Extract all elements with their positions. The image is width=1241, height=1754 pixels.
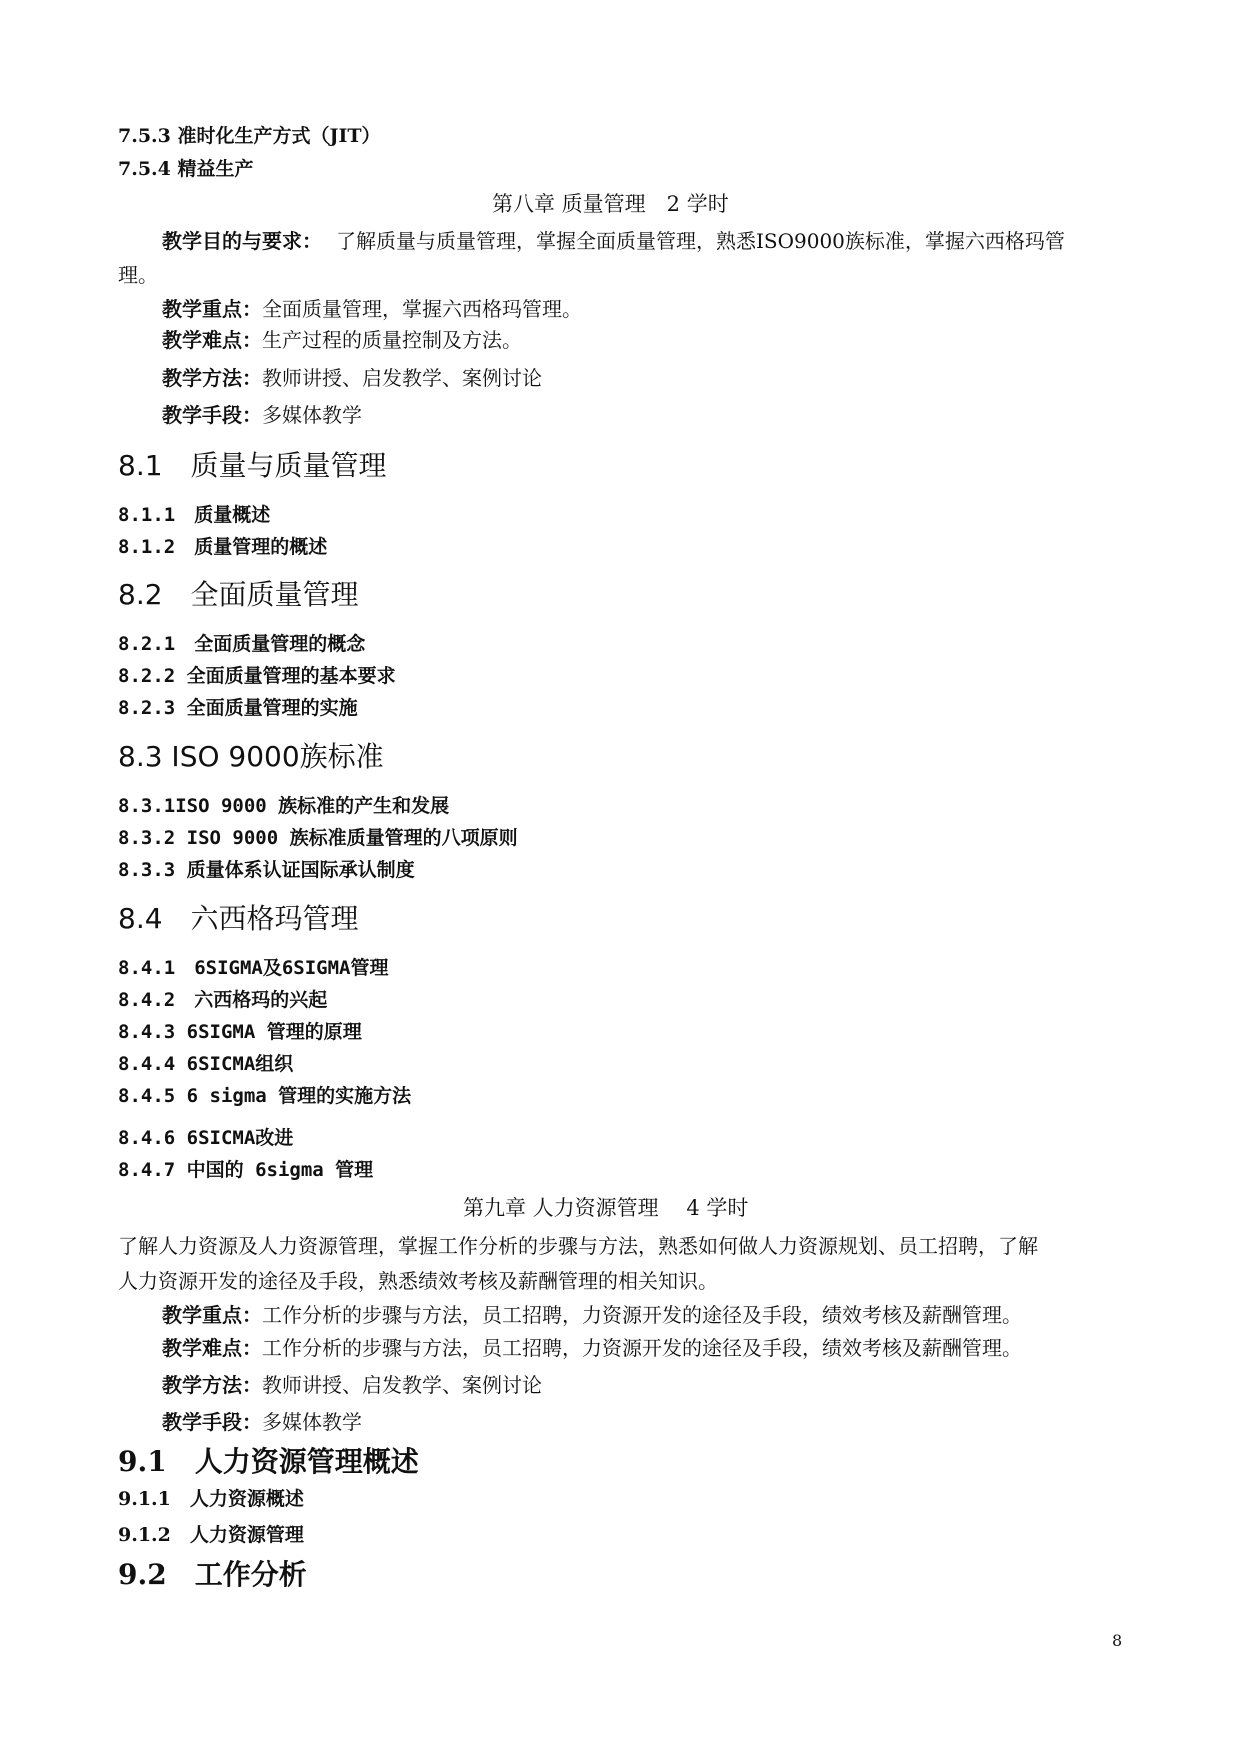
subsection-8-4-6: 8.4.6 6SICMA改进: [118, 1127, 294, 1149]
ch8-objectives-text: 了解质量与质量管理，掌握全面质量管理，熟悉ISO9000族标准，掌握六西格玛管: [336, 229, 1065, 253]
page-number: 8: [1112, 1631, 1123, 1650]
ch9-key-points-text: 工作分析的步骤与方法，员工招聘，力资源开发的途径及手段，绩效考核及薪酬管理。: [262, 1303, 1022, 1327]
section-heading-8-3: 8.3 ISO 9000族标准: [118, 740, 384, 773]
ch8-objectives-label: 教学目的与要求：: [162, 229, 322, 253]
subsection-9-1-1: 9.1.1 人力资源概述: [118, 1488, 304, 1510]
ch9-methods: [162, 1369, 542, 1398]
ch9-key-points-label: 教学重点：: [162, 1303, 262, 1327]
subsection-8-3-3: 8.3.3 质量体系认证国际承认制度: [118, 859, 415, 881]
section-heading-7-5-3: 7.5.3 准时化生产方式（JIT）: [118, 125, 381, 147]
section-heading-8-4: 8.4 六西格玛管理: [118, 902, 359, 935]
subsection-9-1-2: 9.1.2 人力资源管理: [118, 1524, 304, 1546]
ch9-means: [162, 1406, 362, 1435]
ch8-difficulties: [162, 324, 522, 353]
ch8-key-points: [162, 293, 582, 322]
ch9-key-points: [162, 1299, 1022, 1328]
ch8-difficulties-label: 教学难点：: [162, 328, 262, 352]
subsection-8-4-4: 8.4.4 6SICMA组织: [118, 1053, 294, 1075]
section-heading-8-2: 8.2 全面质量管理: [118, 578, 359, 611]
chapter-8-title: 第八章 质量管理 2 学时: [492, 192, 729, 216]
ch8-means: [162, 399, 362, 428]
subsection-8-4-2: 8.4.2 六西格玛的兴起: [118, 989, 328, 1011]
ch9-difficulties: [162, 1332, 1022, 1361]
ch8-means-label: 教学手段：: [162, 403, 262, 427]
ch8-methods-text: 教师讲授、启发教学、案例讨论: [262, 366, 542, 390]
ch9-means-text: 多媒体教学: [262, 1410, 362, 1434]
subsection-8-3-1: 8.3.1ISO 9000 族标准的产生和发展: [118, 795, 450, 817]
ch9-means-label: 教学手段：: [162, 1410, 262, 1434]
ch9-methods-label: 教学方法：: [162, 1373, 262, 1397]
ch9-objectives-continued: 人力资源开发的途径及手段，熟悉绩效考核及薪酬管理的相关知识。: [118, 1269, 718, 1293]
section-heading-9-2: 9.2 工作分析: [118, 1558, 307, 1591]
ch9-difficulties-label: 教学难点：: [162, 1336, 262, 1360]
section-heading-8-1: 8.1 质量与质量管理: [118, 449, 387, 482]
ch9-difficulties-text: 工作分析的步骤与方法，员工招聘，力资源开发的途径及手段，绩效考核及薪酬管理。: [262, 1336, 1022, 1360]
subsection-8-1-2: 8.1.2 质量管理的概述: [118, 536, 328, 558]
ch8-difficulties-text: 生产过程的质量控制及方法。: [262, 328, 522, 352]
ch8-objectives: [162, 225, 1065, 254]
subsection-8-2-2: 8.2.2 全面质量管理的基本要求: [118, 665, 396, 687]
subsection-8-4-1: 8.4.1 6SIGMA及6SIGMA管理: [118, 957, 389, 979]
ch8-methods-label: 教学方法：: [162, 366, 262, 390]
ch8-key-points-text: 全面质量管理，掌握六西格玛管理。: [262, 297, 582, 321]
section-heading-9-1: 9.1 人力资源管理概述: [118, 1445, 419, 1478]
ch9-methods-text: 教师讲授、启发教学、案例讨论: [262, 1373, 542, 1397]
ch8-methods: [162, 362, 542, 391]
chapter-9-title: 第九章 人力资源管理 4 学时: [463, 1196, 749, 1220]
subsection-8-2-3: 8.2.3 全面质量管理的实施: [118, 697, 358, 719]
ch8-means-text: 多媒体教学: [262, 403, 362, 427]
subsection-8-1-1: 8.1.1 质量概述: [118, 504, 271, 526]
subsection-8-4-7: 8.4.7 中国的 6sigma 管理: [118, 1159, 374, 1181]
ch8-key-points-label: 教学重点：: [162, 297, 262, 321]
subsection-8-3-2: 8.3.2 ISO 9000 族标准质量管理的八项原则: [118, 827, 518, 849]
subsection-8-2-1: 8.2.1 全面质量管理的概念: [118, 633, 366, 655]
subsection-8-4-3: 8.4.3 6SIGMA 管理的原理: [118, 1021, 362, 1043]
section-heading-7-5-4: 7.5.4 精益生产: [118, 158, 254, 180]
ch9-objectives: 了解人力资源及人力资源管理，掌握工作分析的步骤与方法，熟悉如何做人力资源规划、员工招聘，了解: [118, 1234, 1038, 1258]
subsection-8-4-5: 8.4.5 6 sigma 管理的实施方法: [118, 1085, 412, 1107]
ch8-objectives-continued: 理。: [118, 263, 158, 287]
